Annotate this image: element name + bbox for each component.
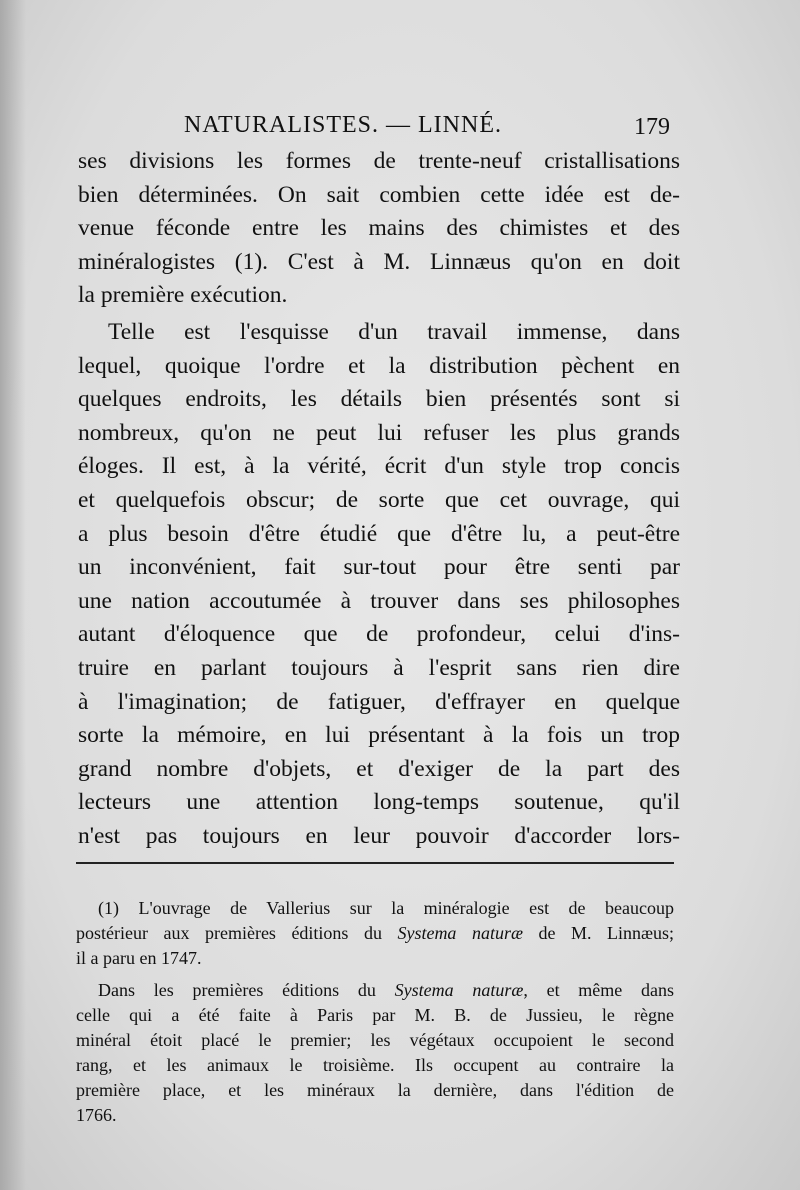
footnote-2 (76, 978, 674, 1128)
work-title: Systema naturæ (397, 923, 523, 943)
main-text (78, 145, 680, 853)
page-number: 179 (634, 114, 670, 140)
text-line: une nation accoutumée à trouver dans ses philosophes (78, 587, 680, 614)
text-line: et quelquefois obscur; de sorte que cet ouvrage, qui (78, 486, 680, 513)
text-line: quelques endroits, les détails bien présentés sont si (78, 386, 680, 413)
text-line: sorte la mémoire, en lui présentant à la fois un trop (78, 722, 680, 749)
footnote-line: postérieur aux premières éditions du Systema naturæ de M. Linnæus; (76, 923, 674, 943)
text-line: ses divisions les formes de trente-neuf cristallisations (78, 148, 680, 174)
running-head-title: NATURALISTES. — LINNÉ. (184, 112, 502, 138)
footnote-line: il a paru en 1747. (76, 948, 202, 968)
text-line: lecteurs une attention long-temps soutenue, qu'il (78, 789, 680, 816)
footnote-line: Dans les premières éditions du Systema naturæ, et même dans (98, 980, 675, 1000)
text-line: truire en parlant toujours à l'esprit sans rien dire (78, 654, 680, 681)
footnote-line: minéral étoit placé le premier; les végétaux occupoient le second (76, 1030, 674, 1050)
paragraph-1 (78, 145, 680, 313)
work-title: Systema naturæ (394, 980, 524, 1000)
text-line: n'est pas toujours en leur pouvoir d'accorder lors- (78, 822, 680, 849)
text-line: venue féconde entre les mains des chimistes et des (78, 215, 680, 242)
text-line: minéralogistes (1). C'est à M. Linnæus qu'on en doit (78, 248, 680, 275)
footnote-line: première place, et les minéraux la dernière, dans l'édition de (76, 1080, 674, 1100)
text-line: la première exécution. (78, 282, 288, 309)
text-line: bien déterminées. On sait combien cette idée est de- (78, 181, 680, 208)
footnote-1 (76, 896, 674, 971)
footnote-line: rang, et les animaux le troisième. Ils occupent au contraire la (76, 1055, 674, 1075)
text-line: à l'imagination; de fatiguer, d'effrayer en quelque (78, 688, 680, 715)
text-line: grand nombre d'objets, et d'exiger de la part des (78, 755, 680, 782)
gutter-shadow (0, 0, 26, 1190)
text-line: un inconvénient, fait sur-tout pour être senti par (78, 554, 680, 581)
footnote-rule (76, 862, 674, 864)
footnotes (76, 896, 674, 1128)
footnote-line: celle qui a été faite à Paris par M. B. de Jussieu, le règne (76, 1005, 674, 1025)
text-line: Telle est l'esquisse d'un travail immense, dans (108, 318, 680, 345)
text-line: a plus besoin d'être étudié que d'être lu, a peut-être (78, 520, 680, 547)
text-line: autant d'éloquence que de profondeur, celui d'ins- (78, 621, 680, 648)
text-line: lequel, quoique l'ordre et la distribution pèchent en (78, 352, 680, 379)
text-line: éloges. Il est, à la vérité, écrit d'un style trop concis (78, 453, 680, 480)
paragraph-2 (78, 316, 680, 854)
text-line: nombreux, qu'on ne peut lui refuser les plus grands (78, 419, 680, 446)
footnote-line: 1766. (76, 1105, 117, 1125)
footnote-line: (1) L'ouvrage de Vallerius sur la minéralogie est de beaucoup (98, 898, 674, 918)
